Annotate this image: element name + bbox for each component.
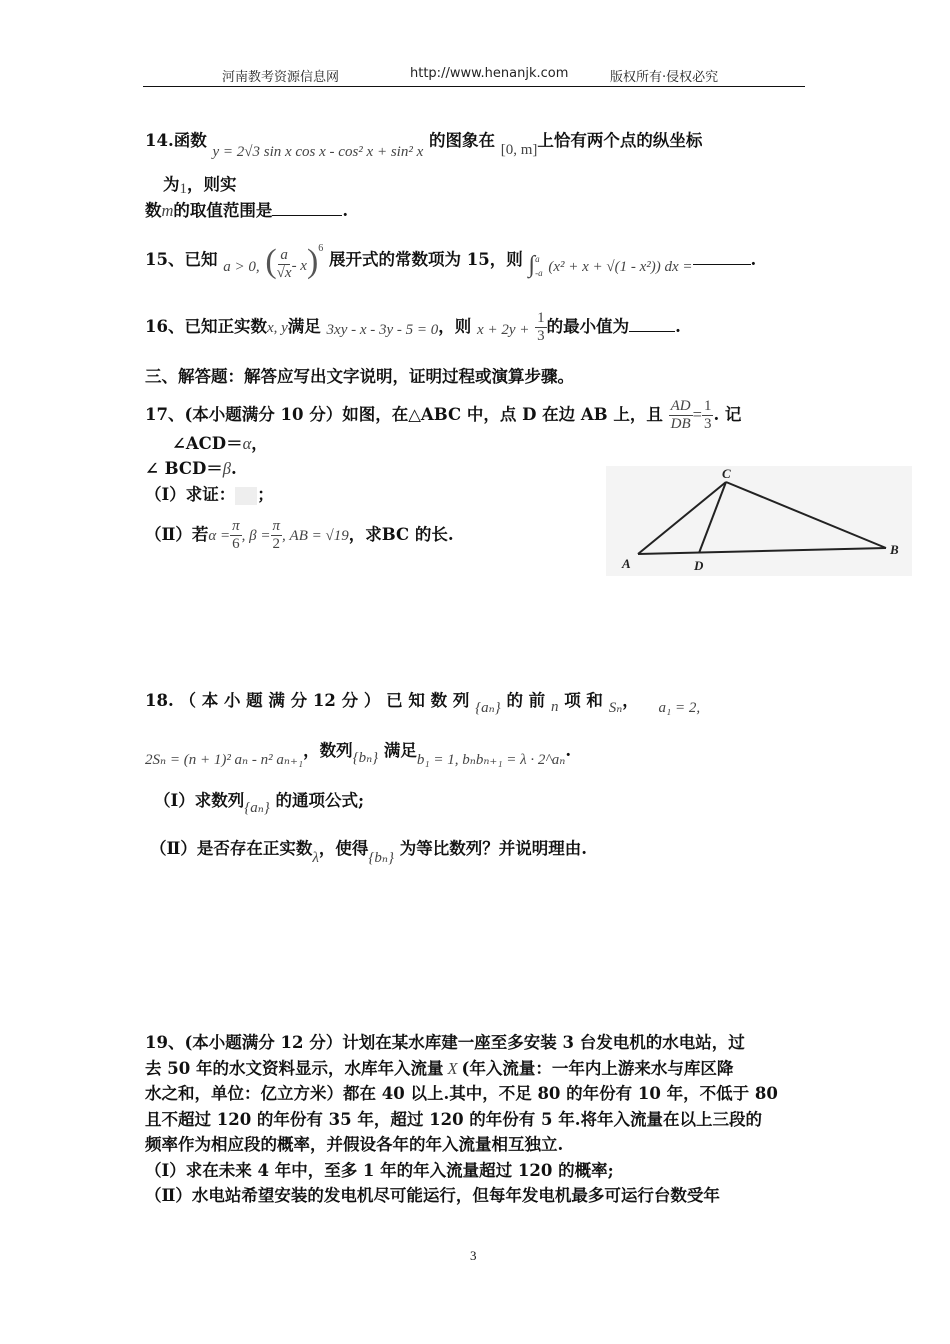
q17-p1end: ； xyxy=(257,485,274,504)
q16-mid2: ，则 xyxy=(438,317,472,336)
q15-limits: a -a xyxy=(535,253,543,278)
q19-line1: 19、(本小题满分 12 分）计划在某水库建一座至多安装 3 台发电机的水电站，过 xyxy=(145,1033,745,1052)
q18-sn: Sₙ xyxy=(608,700,623,716)
header-copyright: 版权所有·侵权必究 xyxy=(610,70,719,85)
q14-l3a: 数 xyxy=(145,201,162,220)
q16-mid: 满足 xyxy=(287,317,321,336)
q19-line4: 且不超过 120 的年份有 35 年，超过 120 的年份有 5 年.将年入流量在以上三段的 xyxy=(145,1109,763,1129)
q18-p2tail: 为等比数列？并说明理由. xyxy=(399,839,587,858)
q18-bn-cond: b₁ = 1, bₙbₙ₊₁ = λ · 2^aₙ xyxy=(416,752,566,768)
q17-val-frac: $\frac{1}{3}$ xyxy=(703,398,712,432)
q17-p2tail: ，求BC 的长. xyxy=(348,525,454,544)
q14-tail: 上恰有两个点的纵坐标 xyxy=(537,131,703,150)
q19-line3: 水之和，单位：亿立方米）都在 40 以上.其中，不足 80 的年份有 10 年，不低于 80 xyxy=(145,1084,778,1103)
q14-interval: [0, m] xyxy=(500,142,538,158)
q17-l2end: ， xyxy=(251,434,268,453)
label-a: A xyxy=(622,556,631,571)
q14-line2 xyxy=(163,174,237,197)
q17-beta: β xyxy=(222,459,231,478)
q14-one: 1 xyxy=(179,181,187,197)
q16-tail: 的最小值为 xyxy=(546,317,630,336)
q17-p2c: , AB = √19 xyxy=(282,528,349,544)
q14-line1 xyxy=(145,130,703,160)
q15-binom-tail: - x xyxy=(291,258,307,274)
q18-lead: 18. （ 本 小 题 满 分 12 分 ） 已 知 数 列 xyxy=(145,691,470,710)
q16-vars: x, y xyxy=(266,320,288,336)
q14-formula: y = 2√3 sin x cos x - cos² x + sin² x xyxy=(212,144,424,160)
q16-frac: $\frac{1}{3}$ xyxy=(537,310,545,344)
section3-title: 三、解答题：解答应写出文字说明，证明过程或演算步骤。 xyxy=(145,367,574,386)
q19-line2: 去 50 年的水文资料显示，水库年入流量 X (年入流量：一年内上游来水与库区降 xyxy=(145,1058,734,1078)
q18-p2-bn: {bₙ} xyxy=(368,850,394,866)
page-number: 3 xyxy=(470,1248,477,1263)
q18-p1tail: 的通项公式; xyxy=(275,791,365,810)
q14-end: . xyxy=(342,201,349,220)
q14-m: m xyxy=(161,201,174,220)
q15-binom-frac: $\frac{a}{√x}$ xyxy=(276,247,292,281)
q16-eq: 3xy - x - 3y - 5 = 0 xyxy=(326,322,439,338)
q18-l2a: ，数列 xyxy=(303,741,353,760)
header-site: 河南教考资源信息网 xyxy=(222,70,340,85)
q14-answer-blank xyxy=(272,201,342,216)
q17-pi6: $\frac{\pi}{6}$ xyxy=(232,518,240,552)
q17-line1 xyxy=(145,398,741,433)
q17-p2a: α = xyxy=(208,528,231,544)
q19-line5: 频率作为相应段的概率，并假设各年的年入流量相互独立. xyxy=(145,1135,564,1154)
q19-line7: （Ⅱ）水电站希望安装的发电机尽可能运行，但每年发电机最多可运行台数受年 xyxy=(145,1186,720,1205)
q15-mid: 展开式的常数项为 15，则 xyxy=(329,250,523,269)
q18-p1-an: {aₙ} xyxy=(244,800,270,816)
q16-expr: x + 2y + xyxy=(477,322,530,338)
q18-an: {aₙ} xyxy=(475,700,501,716)
q17-l3end: . xyxy=(230,459,237,478)
label-b: B xyxy=(890,542,899,557)
q18-line1 xyxy=(145,690,701,716)
q15-line: 15、已知 a > 0, ( $\frac{a}{√x}$ - x)$^6$ 展开式的常数项为 15，则 ∫ a -a (x² + x + √(1 - x²)) dx = . xyxy=(145,242,757,281)
q17-line3 xyxy=(145,458,237,480)
q17-part1 xyxy=(145,484,274,506)
figure-background xyxy=(606,466,912,576)
q15-power: 6 xyxy=(318,242,324,254)
label-c: C xyxy=(722,466,731,481)
q18-a1: a₁ = 2, xyxy=(658,700,701,716)
q16-lead: 16、已知正实数 xyxy=(145,317,267,336)
q18-part2 xyxy=(150,838,587,866)
q18-comma: ， xyxy=(622,691,639,710)
q15-end: . xyxy=(750,250,757,269)
q17-tail: . 记 xyxy=(713,405,742,424)
q18-mid2: 项 和 xyxy=(564,691,603,710)
header-rule xyxy=(143,86,805,87)
q14-lead: 14.函数 xyxy=(145,131,207,150)
q17-pi2: $\frac{\pi}{2}$ xyxy=(272,518,281,552)
q15-integral: ∫ xyxy=(528,252,536,278)
q15-answer-blank xyxy=(693,250,751,265)
q17-ratio-frac: $\frac{AD}{DB}$ xyxy=(670,398,691,432)
q17-p2: （Ⅱ）若 xyxy=(145,525,209,544)
q18-l2b: 满足 xyxy=(383,741,417,760)
q15-integrand: (x² + x + √(1 - x²)) dx = xyxy=(548,259,693,275)
q14-l2b: ，则实 xyxy=(187,175,237,194)
q18-bn: {bₙ} xyxy=(352,750,379,766)
q16-answer-blank xyxy=(629,317,675,332)
q17-l2: ∠ACD＝ xyxy=(172,434,243,453)
q16-end: . xyxy=(675,317,681,336)
q18-mid: 的 前 xyxy=(506,691,546,710)
q18-lambda: λ xyxy=(312,850,319,866)
q17-eq: = xyxy=(692,405,702,424)
q17-p1: （Ⅰ）求证： xyxy=(145,485,236,504)
q19-text xyxy=(145,1030,810,1209)
q18-p1: （Ⅰ）求数列 xyxy=(154,791,245,810)
q18-p2a: ，使得 xyxy=(318,839,369,858)
q16-line xyxy=(145,310,681,345)
q14-mid: 的图象在 xyxy=(428,131,495,150)
q17-line2 xyxy=(172,433,268,455)
q14-l2a: 为 xyxy=(163,175,180,194)
q17-part2 xyxy=(145,518,454,553)
q17-lead: 17、(本小题满分 10 分）如图，在△ABC 中，点 D 在边 AB 上，且 xyxy=(145,405,663,424)
label-d: D xyxy=(694,558,704,573)
q18-n: n xyxy=(550,699,559,715)
q19-line6: （Ⅰ）求在未来 4 年中，至多 1 年的年入流量超过 120 的概率; xyxy=(145,1160,614,1180)
triangle-figure xyxy=(606,466,912,576)
q18-p2: （Ⅱ）是否存在正实数 xyxy=(150,839,313,858)
q18-recurrence: 2Sₙ = (n + 1)² aₙ - n² aₙ₊₁ xyxy=(145,752,304,768)
q15-cond: a > 0, xyxy=(223,259,260,275)
q17-faded-formula xyxy=(235,487,257,505)
q18-part1 xyxy=(154,790,365,816)
q18-l2end: . xyxy=(565,741,572,760)
q18-line2 xyxy=(145,740,572,768)
q14-l3b: 的取值范围是 xyxy=(173,201,273,220)
q15-lead: 15、已知 xyxy=(145,250,218,269)
q17-p2b: , β = xyxy=(241,528,271,544)
q17-alpha: α xyxy=(242,434,252,453)
q14-line3 xyxy=(145,200,348,222)
header-url[interactable]: http://www.henanjk.com xyxy=(410,66,569,81)
q17-l3: ∠ BCD＝ xyxy=(145,459,223,478)
